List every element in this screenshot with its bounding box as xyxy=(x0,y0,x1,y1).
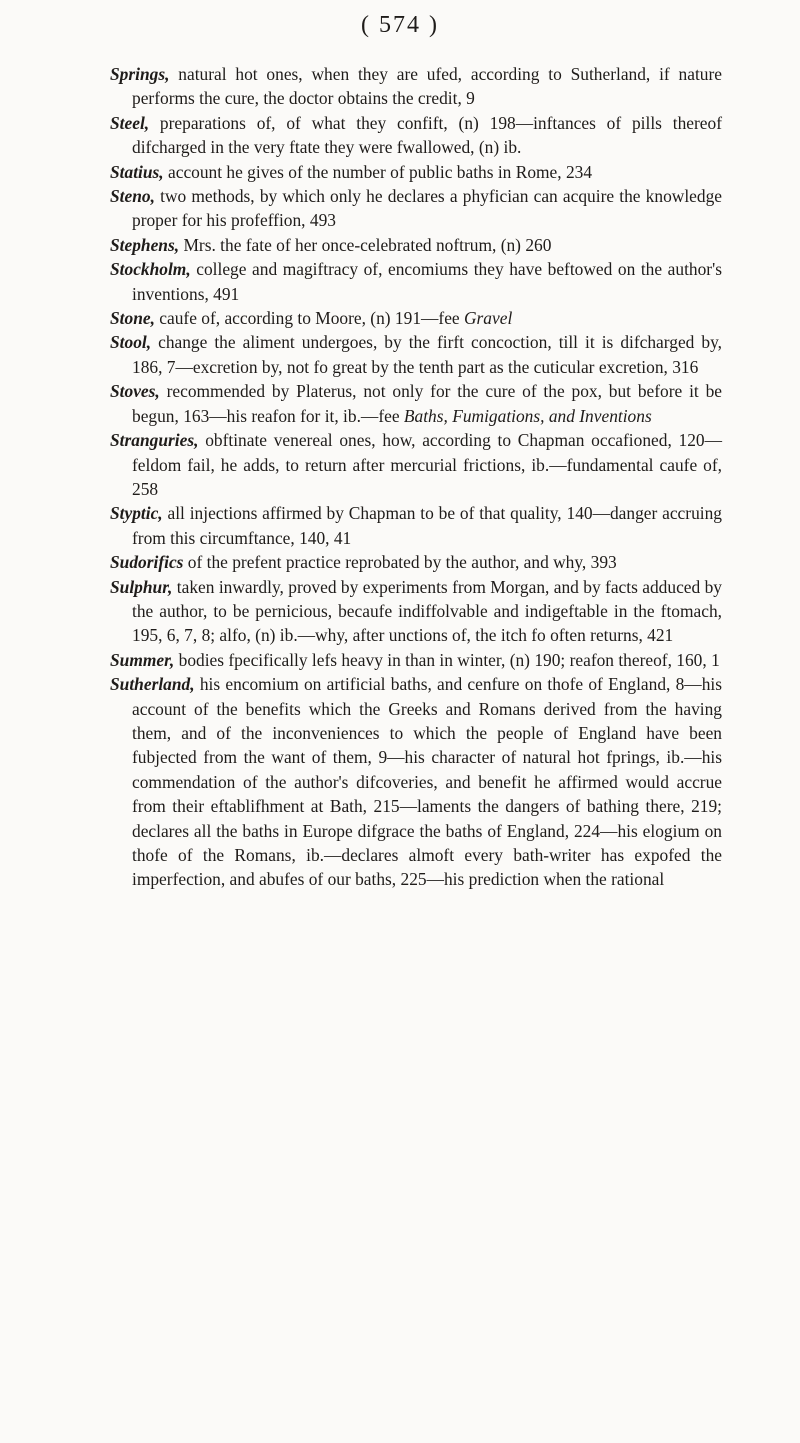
index-entries xyxy=(110,62,722,892)
entry-headword: Stockholm, xyxy=(110,259,191,280)
entry-crossref: Gravel xyxy=(463,308,513,329)
entry-text: natural hot ones, when they are ufed, according to Sutherland, if nature performs the cure, the doctor obtains the credit, 9 xyxy=(132,64,722,109)
entry-headword: Stephens, xyxy=(110,234,180,255)
entry-headword: Stool, xyxy=(110,332,152,353)
entry-headword: Stone, xyxy=(110,308,155,329)
index-entry xyxy=(110,184,722,233)
entry-headword: Stoves, xyxy=(110,381,160,402)
entry-text: of the prefent practice reprobated by the author, and why, 393 xyxy=(183,552,617,573)
entry-headword: Stranguries, xyxy=(110,430,199,451)
entry-text: taken inwardly, proved by experiments from Morgan, and by facts adduced by the author, to be pernicious, becaufe indiffolvable and indigeftable in the ftomach, 195, 6, 7, 8; alfo, (n) ib.—why, after unctions of, the itch fo often returns, 421 xyxy=(132,576,722,646)
index-entry xyxy=(110,501,722,550)
entry-headword: Sulphur, xyxy=(110,576,173,597)
entry-text: account he gives of the number of public baths in Rome, 234 xyxy=(163,161,593,182)
index-entry xyxy=(110,379,722,428)
entry-text: Mrs. the fate of her once-celebrated noftrum, (n) 260 xyxy=(179,234,552,255)
index-entry xyxy=(110,111,722,160)
index-entry xyxy=(110,306,722,330)
index-entry xyxy=(110,330,722,379)
page-number: ( 574 ) xyxy=(361,12,439,38)
index-entry xyxy=(110,62,722,111)
index-entry xyxy=(110,648,722,672)
entry-text: two methods, by which only he declares a phyfician can acquire the knowledge proper for his profeffion, 493 xyxy=(132,186,722,231)
index-entry xyxy=(110,672,722,892)
entry-text: caufe of, according to Moore, (n) 191—fee xyxy=(154,308,464,329)
index-entry xyxy=(110,160,722,184)
entry-text: his encomium on artificial baths, and cenfure on thofe of England, 8—his account of the benefits which the Greeks and Romans derived from the having them, and of the inconveniences to which the people of England have been fubjected from the want of them, 9—his character of natural hot fprings, ib.—his commendation of the author's difcoveries, and benefit he affirmed would accrue from their eftablifhment at Bath, 215—laments the dangers of bathing there, 219; declares all the baths in Europe difgrace the baths of England, 224—his elogium on thofe of the Romans, ib.—declares almoft every bath-writer has expofed the imperfection, and abufes of our baths, 225—his prediction when the rational xyxy=(132,674,722,890)
entry-headword: Summer, xyxy=(110,649,175,670)
entry-headword: Sudorifics xyxy=(110,552,184,573)
index-entry xyxy=(110,257,722,306)
entry-text: all injections affirmed by Chapman to be of that quality, 140—danger accruing from this circumftance, 140, 41 xyxy=(132,503,722,548)
entry-text: college and magiftracy of, encomiums they have beftowed on the author's inventions, 491 xyxy=(132,259,722,304)
entry-text: recommended by Platerus, not only for the cure of the pox, but before it be begun, 163—his reafon for it, ib.—fee xyxy=(132,381,722,426)
entry-crossref: Baths, Fumigations, and Inventions xyxy=(403,405,652,426)
entry-text: change the aliment undergoes, by the firft concoction, till it is difcharged by, 186, 7—excretion by, not fo great by the tenth part as the cuticular excretion, 316 xyxy=(132,332,722,377)
index-entry xyxy=(110,233,722,257)
entry-headword: Statius, xyxy=(110,161,164,182)
entry-text: obftinate venereal ones, how, according to Chapman occafioned, 120—feldom fail, he adds, to return after mercurial frictions, ib.—fundamental caufe of, 258 xyxy=(132,430,722,499)
entry-text: bodies fpecifically lefs heavy in than in winter, (n) 190; reafon thereof, 160, 1 xyxy=(174,649,720,670)
index-entry xyxy=(110,550,722,574)
entry-text: preparations of, of what they confift, (n) 198—inftances of pills thereof difcharged in the very ftate they were fwallowed, (n) ib. xyxy=(132,112,722,158)
index-entry xyxy=(110,575,722,648)
entry-headword: Steno, xyxy=(110,186,155,207)
entry-headword: Steel, xyxy=(110,112,150,133)
index-entry xyxy=(110,428,722,501)
entry-headword: Styptic, xyxy=(110,503,163,524)
entry-headword: Sutherland, xyxy=(110,674,195,695)
entry-headword: Springs, xyxy=(110,64,170,84)
